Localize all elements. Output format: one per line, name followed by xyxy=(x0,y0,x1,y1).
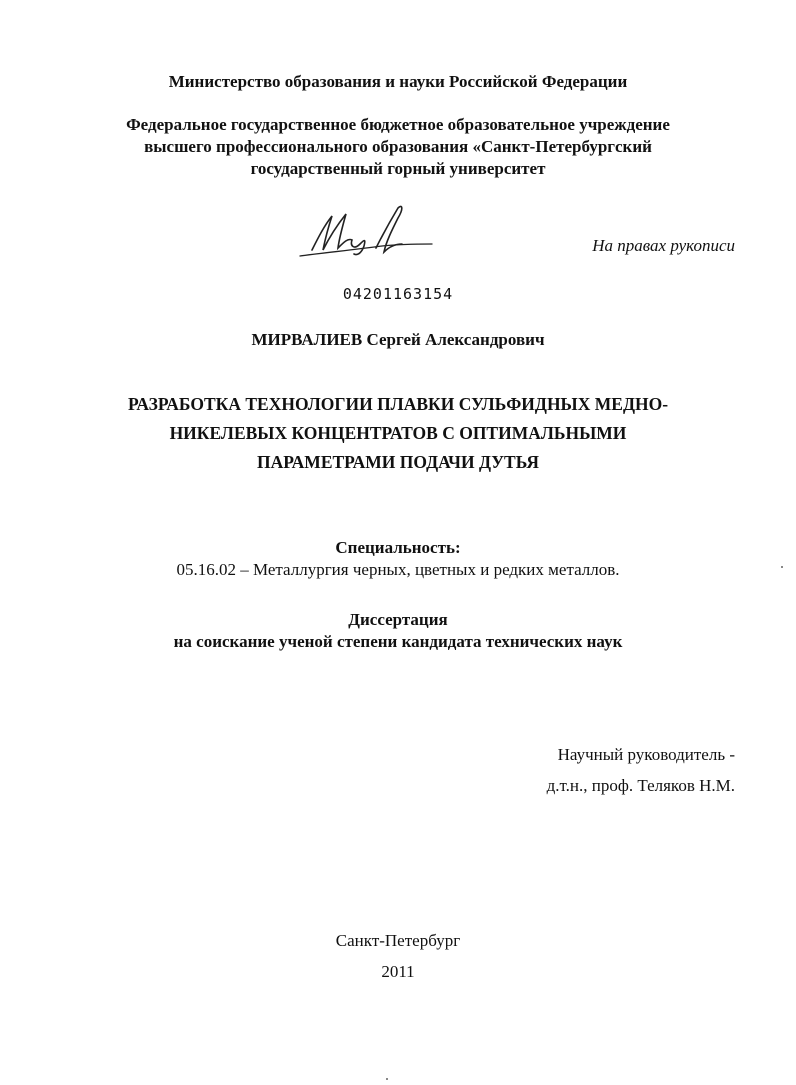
registration-number: 04201163154 xyxy=(342,285,454,303)
institution-line-2: высшего профессионального образования «Санкт-Петербургский xyxy=(144,137,652,156)
supervisor-name: д.т.н., проф. Теляков Н.М. xyxy=(546,776,735,795)
supervisor-label: Научный руководитель - xyxy=(557,745,735,764)
dissertation-label: Диссертация xyxy=(348,610,448,629)
specialty-value: 05.16.02 – Металлургия черных, цветных и редких металлов. xyxy=(176,560,620,579)
dissertation-title xyxy=(0,390,796,477)
specialty-label: Специальность: xyxy=(335,538,461,557)
title-line-2: НИКЕЛЕВЫХ КОНЦЕНТРАТОВ С ОПТИМАЛЬНЫМИ xyxy=(169,423,627,443)
handwritten-signature-icon xyxy=(292,198,442,268)
ministry-heading: Министерство образования и науки Российской Федерации xyxy=(168,72,628,91)
title-line-1: РАЗРАБОТКА ТЕХНОЛОГИИ ПЛАВКИ СУЛЬФИДНЫХ МЕДНО- xyxy=(127,394,669,414)
city: Санкт-Петербург xyxy=(335,931,461,950)
scan-speck xyxy=(386,1078,388,1080)
author-name: МИРВАЛИЕВ Сергей Александрович xyxy=(251,330,545,349)
title-line-3: ПАРАМЕТРАМИ ПОДАЧИ ДУТЬЯ xyxy=(256,452,540,472)
dissertation-purpose: на соискание ученой степени кандидата технических наук xyxy=(173,632,623,651)
institution-line-3: государственный горный университет xyxy=(250,159,546,178)
year: 2011 xyxy=(381,962,415,981)
institution-line-1: Федеральное государственное бюджетное образовательное учреждение xyxy=(126,115,670,134)
scan-speck xyxy=(781,566,783,568)
institution-heading xyxy=(0,114,796,180)
manuscript-rights-note: На правах рукописи xyxy=(592,236,735,255)
